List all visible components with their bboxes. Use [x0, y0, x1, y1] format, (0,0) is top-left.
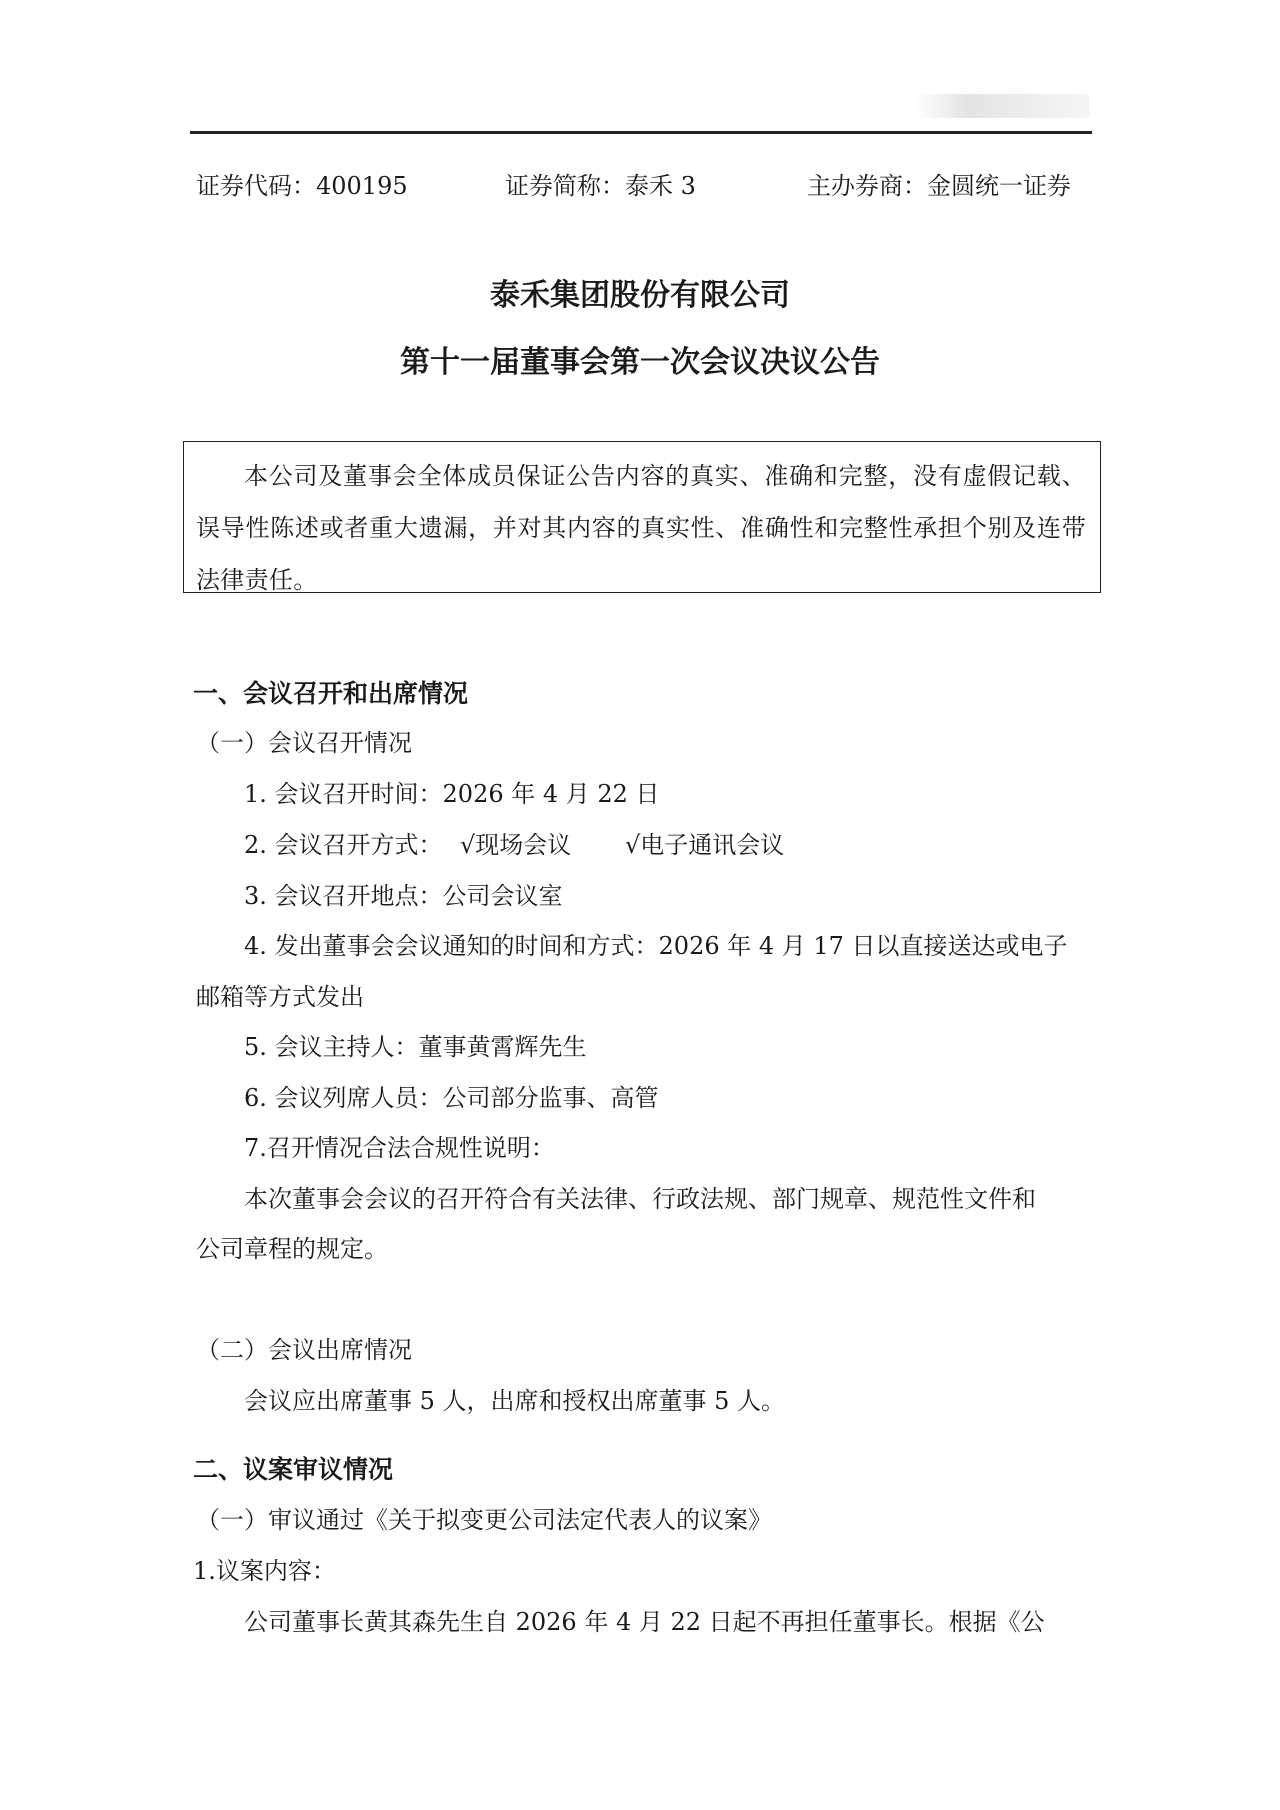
- notice-method: 4. 发出董事会会议通知的时间和方式：2026 年 4 月 17 日以直接送达或电子: [244, 932, 1068, 960]
- statement-box: [183, 441, 1101, 593]
- subsection-1-1-heading: （一）会议召开情况: [196, 729, 412, 757]
- attendance-text: 会议应出席董事 5 人，出席和授权出席董事 5 人。: [244, 1387, 786, 1415]
- method-electronic: √电子通讯会议: [625, 831, 785, 859]
- watermark: [915, 94, 1090, 118]
- compliance-text: 本次董事会会议的召开符合有关法律、行政法规、部门规章、规范性文件和: [244, 1185, 1036, 1213]
- compliance-label: 7.召开情况合法合规性说明：: [244, 1134, 555, 1162]
- meeting-method-label: 2. 会议召开方式：: [244, 831, 443, 859]
- announcement-title: 第十一届董事会第一次会议决议公告: [400, 345, 880, 380]
- subsection-1-2-heading: （二）会议出席情况: [196, 1336, 412, 1364]
- notice-method-cont: 邮箱等方式发出: [196, 983, 364, 1011]
- sponsor-broker: 主办券商：金圆统一证券: [807, 172, 1071, 200]
- meeting-chair: 5. 会议主持人：董事黄霄辉先生: [244, 1033, 587, 1061]
- security-code: 证券代码：400195: [196, 172, 408, 200]
- proposal-content-text: 公司董事长黄其森先生自 2026 年 4 月 22 日起不再担任董事长。根据《公: [244, 1608, 1045, 1636]
- section-1-heading: 一、会议召开和出席情况: [193, 679, 469, 708]
- meeting-location: 3. 会议召开地点：公司会议室: [244, 882, 563, 910]
- header-rule: [190, 131, 1092, 134]
- statement-text: 本公司及董事会全体成员保证公告内容的真实、准确和完整，没有虚假记载、误导性陈述或者重大遗漏，并对其内容的真实性、准确性和完整性承担个别及连带法律责任。: [196, 462, 1086, 594]
- method-onsite: √现场会议: [460, 831, 572, 859]
- company-name: 泰禾集团股份有限公司: [490, 278, 790, 313]
- subsection-2-1-heading: （一）审议通过《关于拟变更公司法定代表人的议案》: [196, 1506, 772, 1534]
- proposal-content-label: 1.议案内容：: [193, 1557, 336, 1585]
- security-short-name: 证券简称：泰禾 3: [505, 172, 696, 200]
- meeting-time: 1. 会议召开时间：2026 年 4 月 22 日: [244, 780, 660, 808]
- section-2-heading: 二、议案审议情况: [193, 1455, 394, 1484]
- meeting-attendees: 6. 会议列席人员：公司部分监事、高管: [244, 1084, 659, 1112]
- compliance-text-cont: 公司章程的规定。: [196, 1235, 388, 1263]
